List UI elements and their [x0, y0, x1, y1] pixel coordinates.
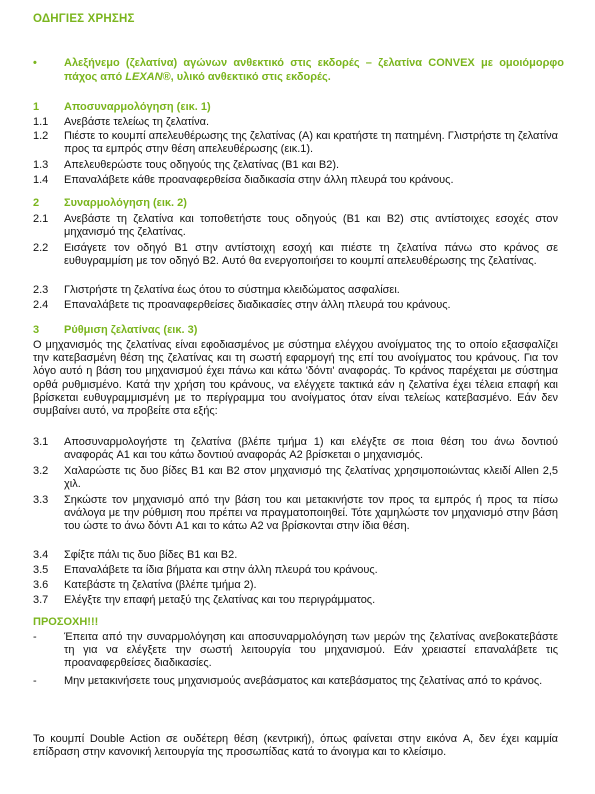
- dash-glyph: -: [33, 631, 37, 643]
- step-number: 3.3: [33, 494, 49, 506]
- step-text: Ανεβάστε τελείως τη ζελατίνα.: [64, 116, 210, 128]
- step-number: 1.4: [33, 174, 49, 186]
- step-number: 3.4: [33, 549, 49, 561]
- step-text: Πιέστε το κουμπί απελευθέρωσης της ζελατίνας (A) και κρατήστε τη πατημένη. Γλιστρήστε τη ζελατίνα προς τα εμπρός στην θέση απελευθέρωσης (εικ.1).: [64, 130, 558, 156]
- section-title: Αποσυναρμολόγηση (εικ. 1): [64, 101, 211, 113]
- step-text: Επαναλάβετε τα ίδια βήματα και στην άλλη πλευρά του κράνους.: [64, 564, 378, 576]
- section-title: Συναρμολόγηση (εικ. 2): [64, 197, 187, 209]
- lexan-brand: LEXAN: [125, 70, 163, 83]
- section-number: 1: [33, 101, 40, 113]
- section-number: 3: [33, 324, 40, 336]
- step-text: Απελευθερώστε τους οδηγούς της ζελατίνας (B1 και B2).: [64, 159, 340, 171]
- intro-text-after: , υλικό ανθεκτικό στις εκδορές.: [170, 70, 331, 83]
- step-number: 1.3: [33, 159, 49, 171]
- step-text: Εισάγετε τον οδηγό B1 στην αντίστοιχη εσοχή και πιέστε τη ζελατίνα πάνω στο κράνος σε ευθυγραμμίση με τον οδηγό B2. Αυτό θα ενεργοποιήσει το κουμπί απελευθέρωσης της ζελατίνας.: [64, 242, 558, 268]
- footer-note: Το κουμπί Double Action σε ουδέτερη θέση (κεντρική), όπως φαίνεται στην εικόνα A, δεν έχει καμμία επίδραση στην κανονική λειτουργία της προσωπίδας κατά το άνοιγμα και το κλείσιμο.: [33, 733, 558, 759]
- step-text: Κατεβάστε τη ζελατίνα (βλέπε τμήμα 2).: [64, 579, 257, 591]
- section-title: Ρύθμιση ζελατίνας (εικ. 3): [64, 324, 198, 336]
- step-text: Επαναλάβετε κάθε προαναφερθείσα διαδικασία στην άλλη πλευρά του κράνους.: [64, 174, 454, 186]
- step-number: 2.1: [33, 213, 49, 225]
- section-number: 2: [33, 197, 40, 209]
- step-number: 1.2: [33, 130, 49, 142]
- step-text: Σηκώστε τον μηχανισμό από την βάση του και μετακινήστε τον προς τα εμπρός ή προς τα πίσω ανάλογα με την ρύθμιση που πρέπει να πραγματοποιηθεί. Τότε χαμηλώστε τον μηχανισμό στην βάση του ώστε το άνω δόντι A1 και το κάτω A2 να βρίσκονται στην ίδια θέση.: [64, 494, 558, 533]
- step-number: 3.6: [33, 579, 49, 591]
- document-title: ΟΔΗΓΙΕΣ ΧΡΗΣΗΣ: [33, 13, 135, 25]
- warning-text: Έπειτα από την συναρμολόγηση και αποσυναρμολόγηση των μερών της ζελατίνας ανεβοκατεβάστε τη για να ελέγξετε την σωστή λειτουργία του μηχανισμού. Εάν χρειαστεί επαναλάβετε τις προαναφερθείσες διαδικασίες.: [64, 631, 558, 670]
- registered-mark: ®: [162, 70, 171, 83]
- section-3-paragraph: Ο μηχανισμός της ζελατίνας είναι εφοδιασμένος με σύστημα ελέγχου ανοίγματος της το οποίο εξασφαλίζει την κατεβασμένη θέση της ζελατίνας και τη σωστή εφαρμογή της επί του ανοίγματος του κράνους. Για τον λόγο αυτό η βάση του μηχανισμού έχει πάνω και κάτω 'δόντι' αναφοράς. Το κράνος παρέχεται με σύστημα ορθά ρυθμισμένο. Κατά την χρήση του κράνους, να ελέγχετε τακτικά εάν η ζελατίνα έχει τέλεια επαφή και βρίσκεται ευθυγραμμισμένη με το περίγραμμα του ανοίγματος όταν είναι τελείως κατεβασμένο. Εάν δεν συμβαίνει αυτό, να προβείτε στα εξής:: [33, 339, 558, 418]
- step-number: 1.1: [33, 116, 49, 128]
- step-number: 2.4: [33, 299, 49, 311]
- step-text: Επαναλάβετε τις προαναφερθείσες διαδικασίες στην άλλη πλευρά του κράνους.: [64, 299, 451, 311]
- step-text: Γλιστρήστε τη ζελατίνα έως ότου το σύστημα κλειδώματος ασφαλίσει.: [64, 284, 400, 296]
- step-text: Αποσυναρμολογήστε τη ζελατίνα (βλέπε τμήμα 1) και ελέγξτε σε ποια θέση του άνω δοντιού αναφοράς A1 και του κάτω δοντιού αναφοράς A2 βρίσκεται ο μηχανισμός.: [64, 436, 558, 462]
- step-number: 3.7: [33, 594, 49, 606]
- step-text: Χαλαρώστε τις δυο βίδες B1 και B2 στον μηχανισμό της ζελατίνας χρησιμοποιώντας κλειδί Allen 2,5 χιλ.: [64, 465, 558, 491]
- step-number: 2.3: [33, 284, 49, 296]
- warning-title: ΠΡΟΣΟΧΗ!!!: [33, 616, 99, 628]
- dash-glyph: -: [33, 675, 37, 687]
- warning-text: Μην μετακινήσετε τους μηχανισμούς ανεβάσματος και κατεβάσματος της ζελατίνας από το κράνος.: [64, 675, 543, 687]
- intro-text-main: Αλεξήνεμο (ζελατίνα) αγώνων ανθεκτικό στις εκδορές – ζελατίνα CONVEX με ομοιόμορφο πάχος από: [64, 57, 564, 83]
- intro-text: [64, 57, 564, 84]
- step-text: Ανεβάστε τη ζελατίνα και τοποθετήστε τους οδηγούς (B1 και B2) στις αντίστοιχες εσοχές στον μηχανισμό της ζελατίνας.: [64, 213, 558, 239]
- step-text: Σφίξτε πάλι τις δυο βίδες B1 και B2.: [64, 549, 238, 561]
- step-number: 3.2: [33, 465, 49, 477]
- step-number: 3.5: [33, 564, 49, 576]
- step-number: 2.2: [33, 242, 49, 254]
- bullet-glyph: •: [33, 57, 37, 69]
- step-text: Ελέγξτε την επαφή μεταξύ της ζελατίνας και του περιγράμματος.: [64, 594, 376, 606]
- step-number: 3.1: [33, 436, 49, 448]
